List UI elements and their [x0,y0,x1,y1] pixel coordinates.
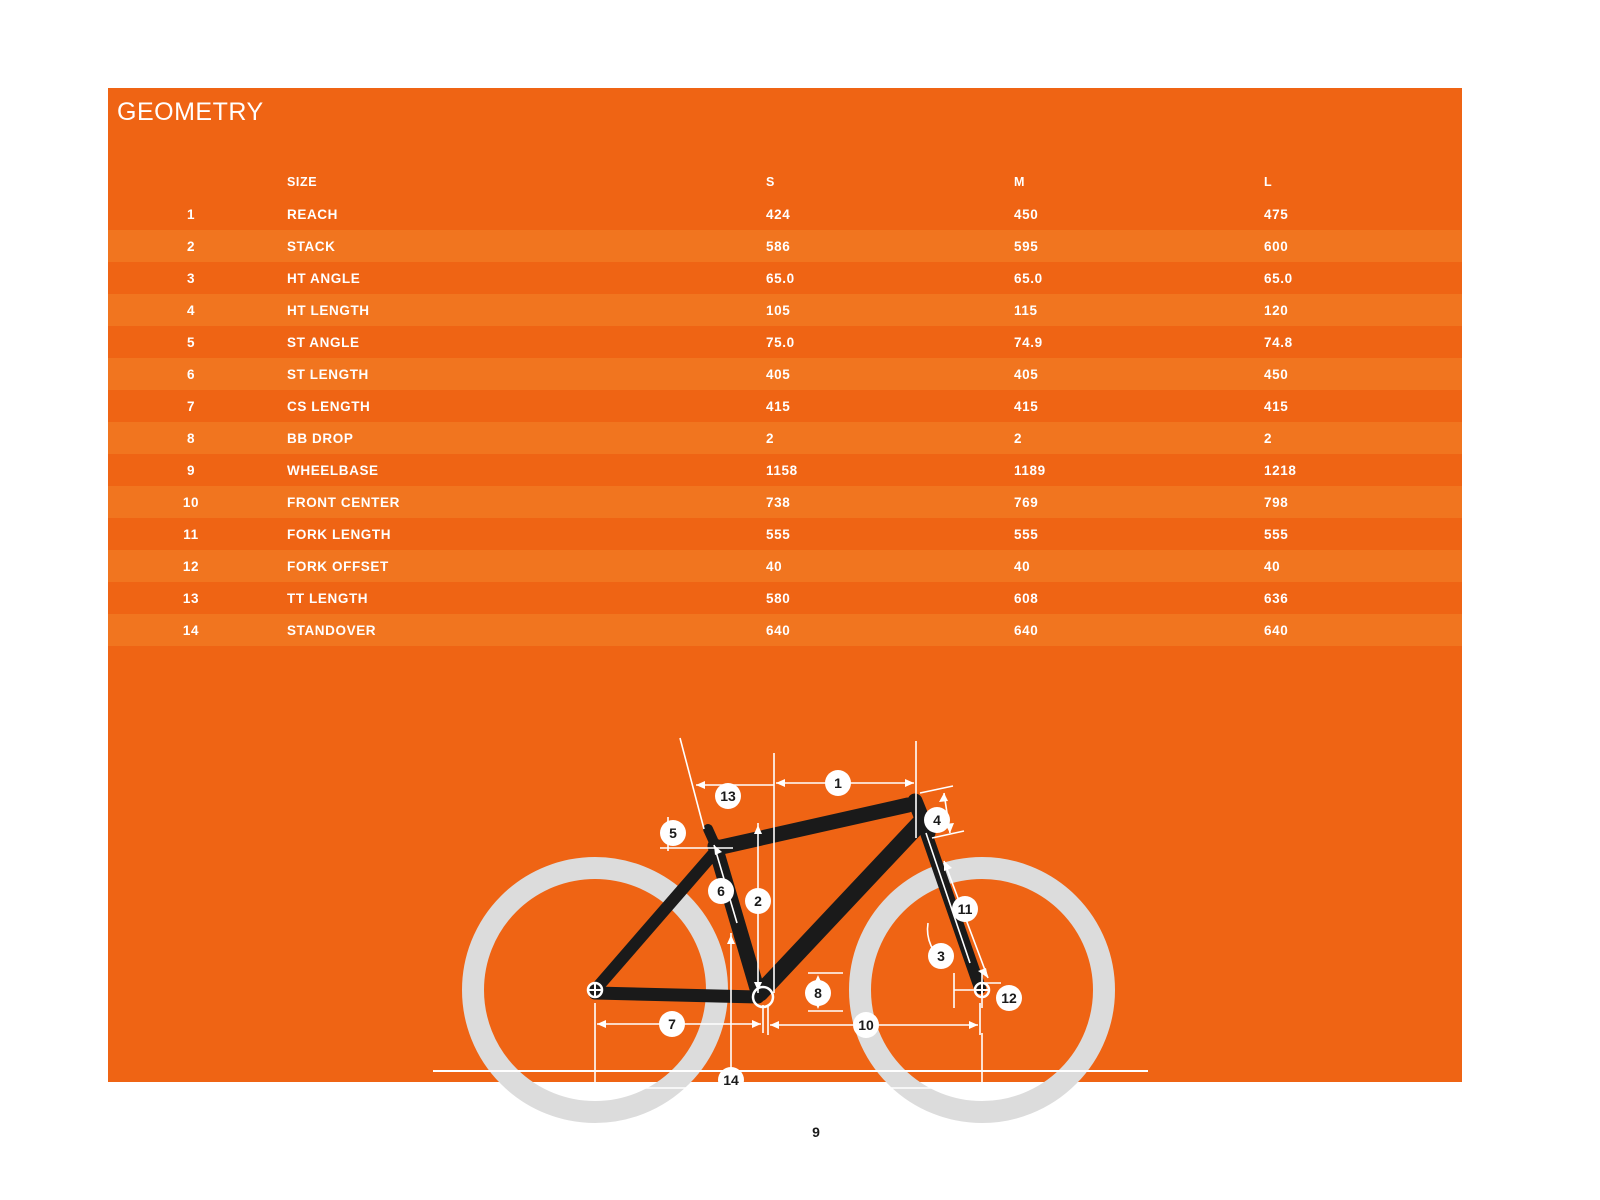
row-value-m: 115 [1005,294,1255,326]
table-row [108,294,1462,326]
callout-label: 10 [858,1017,874,1033]
geometry-panel [108,88,1462,1140]
column-header-s: S [757,166,1005,198]
row-index: 1 [108,198,274,230]
table-header-row [108,166,1462,198]
table-row [108,326,1462,358]
row-label: ST LENGTH [274,358,757,390]
row-index: 3 [108,262,274,294]
table-row [108,262,1462,294]
table-body [108,198,1462,646]
callout-label: 13 [720,788,736,804]
table-row [108,486,1462,518]
callout-9 [803,1119,829,1145]
callout-8 [805,980,831,1006]
callout-10 [853,1012,879,1038]
callout-6 [708,878,734,904]
callout-label: 9 [812,1124,820,1140]
callout-2 [745,888,771,914]
callout-label: 8 [814,985,822,1001]
callout-label: 2 [754,893,762,909]
row-value-l: 555 [1255,518,1462,550]
row-value-l: 74.8 [1255,326,1462,358]
row-value-s: 105 [757,294,1005,326]
row-value-s: 580 [757,582,1005,614]
table-row [108,454,1462,486]
callout-11 [952,896,978,922]
row-label: STANDOVER [274,614,757,646]
row-label: HT ANGLE [274,262,757,294]
column-header-index [108,166,274,198]
row-value-l: 65.0 [1255,262,1462,294]
row-index: 2 [108,230,274,262]
row-value-m: 450 [1005,198,1255,230]
frame-graphic [595,801,980,997]
row-value-s: 640 [757,614,1005,646]
row-index: 12 [108,550,274,582]
row-label: ST ANGLE [274,326,757,358]
row-value-s: 405 [757,358,1005,390]
row-value-m: 74.9 [1005,326,1255,358]
table-row [108,518,1462,550]
bike-geometry-diagram [108,633,1462,1140]
callout-3 [928,943,954,969]
row-value-m: 595 [1005,230,1255,262]
row-index: 4 [108,294,274,326]
row-value-s: 415 [757,390,1005,422]
callout-1 [825,770,851,796]
row-value-m: 608 [1005,582,1255,614]
row-value-m: 2 [1005,422,1255,454]
dimension-lines [433,738,1148,1103]
row-value-s: 1158 [757,454,1005,486]
row-value-s: 586 [757,230,1005,262]
callout-label: 6 [717,883,725,899]
row-index: 11 [108,518,274,550]
row-index: 9 [108,454,274,486]
row-value-s: 2 [757,422,1005,454]
row-value-l: 475 [1255,198,1462,230]
row-value-s: 40 [757,550,1005,582]
callout-label: 4 [933,812,941,828]
row-value-l: 2 [1255,422,1462,454]
callout-label: 12 [1001,990,1017,1006]
row-label: BB DROP [274,422,757,454]
row-value-l: 636 [1255,582,1462,614]
callout-12 [996,985,1022,1011]
row-value-m: 769 [1005,486,1255,518]
callout-label: 3 [937,948,945,964]
row-index: 5 [108,326,274,358]
row-index: 13 [108,582,274,614]
row-label: STACK [274,230,757,262]
row-value-l: 415 [1255,390,1462,422]
table-row [108,230,1462,262]
row-index: 14 [108,614,274,646]
row-value-m: 40 [1005,550,1255,582]
column-header-size: SIZE [274,166,757,198]
row-value-m: 415 [1005,390,1255,422]
row-value-s: 65.0 [757,262,1005,294]
row-index: 6 [108,358,274,390]
row-label: FORK LENGTH [274,518,757,550]
row-value-s: 75.0 [757,326,1005,358]
row-value-l: 798 [1255,486,1462,518]
row-label: FRONT CENTER [274,486,757,518]
row-index: 7 [108,390,274,422]
row-index: 8 [108,422,274,454]
column-header-m: M [1005,166,1255,198]
table-row [108,582,1462,614]
callout-5 [660,820,686,846]
page-title: GEOMETRY [117,98,264,126]
row-value-l: 600 [1255,230,1462,262]
row-label: TT LENGTH [274,582,757,614]
table-row [108,358,1462,390]
table-row [108,198,1462,230]
row-value-m: 640 [1005,614,1255,646]
callout-7 [659,1011,685,1037]
row-label: REACH [274,198,757,230]
callout-label: 7 [668,1016,676,1032]
column-header-l: L [1255,166,1462,198]
callout-14 [718,1067,744,1093]
callout-label: 5 [669,825,677,841]
table-row [108,390,1462,422]
row-label: CS LENGTH [274,390,757,422]
row-value-s: 424 [757,198,1005,230]
row-value-s: 738 [757,486,1005,518]
row-value-m: 405 [1005,358,1255,390]
panel-header [108,88,1462,140]
callout-label: 14 [723,1072,739,1088]
row-value-s: 555 [757,518,1005,550]
table-row [108,550,1462,582]
row-index: 10 [108,486,274,518]
row-value-m: 555 [1005,518,1255,550]
row-label: HT LENGTH [274,294,757,326]
row-value-l: 450 [1255,358,1462,390]
callout-4 [924,807,950,833]
row-value-m: 65.0 [1005,262,1255,294]
row-value-l: 120 [1255,294,1462,326]
callout-label: 11 [957,901,973,917]
row-value-m: 1189 [1005,454,1255,486]
table-row [108,422,1462,454]
row-value-l: 1218 [1255,454,1462,486]
callout-label: 1 [834,775,842,791]
row-value-l: 40 [1255,550,1462,582]
row-label: WHEELBASE [274,454,757,486]
row-label: FORK OFFSET [274,550,757,582]
callout-13 [715,783,741,809]
row-value-l: 640 [1255,614,1462,646]
geometry-table [108,166,1462,646]
